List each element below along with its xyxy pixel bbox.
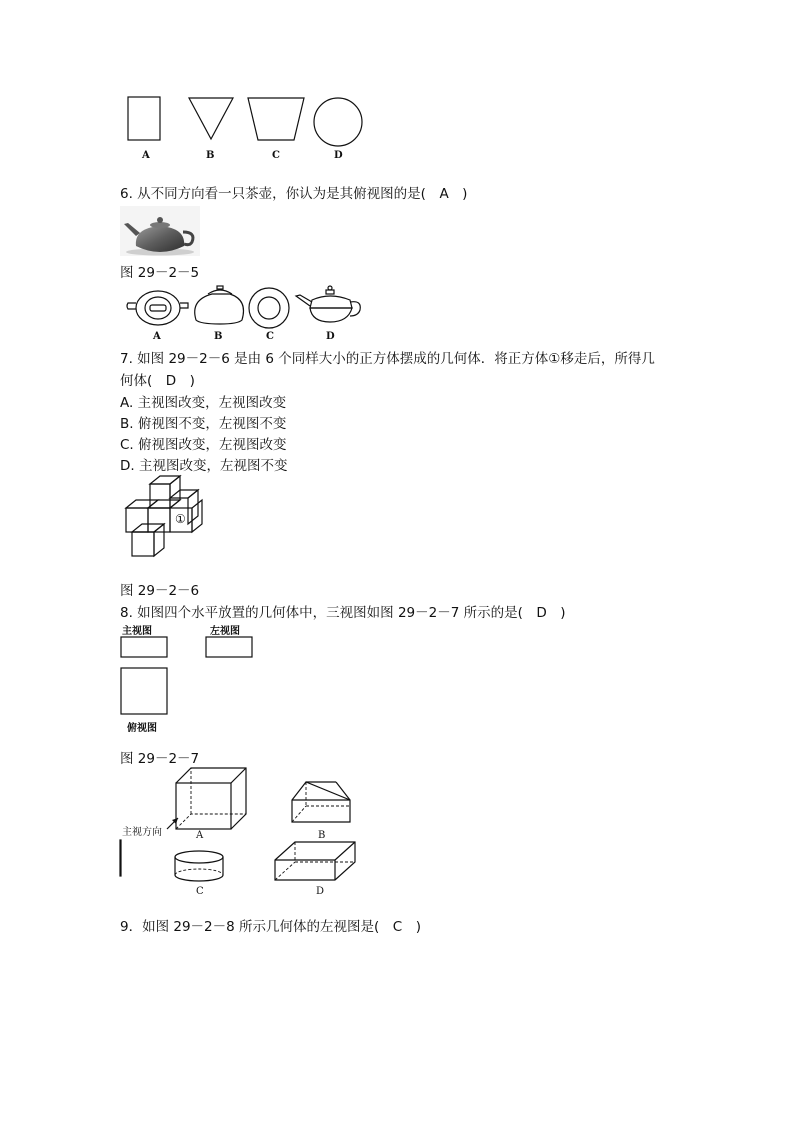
q6-figure-caption: 图 29－2－5: [120, 265, 200, 281]
q9-text: 9．如图 29－2－8 所示几何体的左视图是( C ): [120, 919, 421, 935]
q7-text-line1: 7. 如图 29－2－6 是由 6 个同样大小的正方体摆成的几何体．将正方体①移走后，所得几: [120, 351, 655, 367]
q7-figure-caption: 图 29－2－6: [120, 583, 200, 599]
q8-text: 8. 如图四个水平放置的几何体中，三视图如图 29－2－7 所示的是( D ): [120, 605, 566, 621]
teapot-label-b: B: [214, 331, 223, 342]
solid-label-b: B: [318, 830, 326, 841]
left-view-label: 左视图: [210, 626, 240, 637]
teapot-label-c: C: [266, 331, 274, 342]
q7-option-d: D. 主视图改变，左视图不变: [120, 458, 288, 474]
solid-label-d: D: [316, 886, 325, 897]
shape-label-d: D: [334, 150, 343, 161]
shape-label-a: A: [142, 150, 150, 161]
q7-option-c: C. 俯视图改变，左视图改变: [120, 437, 287, 453]
q7-text-line2: 何体( D ): [120, 373, 195, 389]
q6-text: 6. 从不同方向看一只茶壶，你认为是其俯视图的是( A ): [120, 186, 468, 202]
shape-label-b: B: [206, 150, 215, 161]
q7-option-a: A. 主视图改变，左视图改变: [120, 395, 287, 411]
cube-mark-1: ①: [175, 512, 186, 526]
teapot-label-d: D: [326, 331, 335, 342]
front-view-label: 主视图: [122, 626, 152, 637]
teapot-label-a: A: [153, 331, 161, 342]
front-direction-label: 主视方向: [122, 827, 162, 838]
solid-label-a: A: [196, 830, 204, 841]
top-view-label: 俯视图: [127, 723, 157, 734]
q7-option-b: B. 俯视图不变，左视图不变: [120, 416, 287, 432]
shape-label-c: C: [272, 150, 280, 161]
q8-figure-caption: 图 29－2－7: [120, 751, 200, 767]
solid-label-c: C: [196, 886, 204, 897]
